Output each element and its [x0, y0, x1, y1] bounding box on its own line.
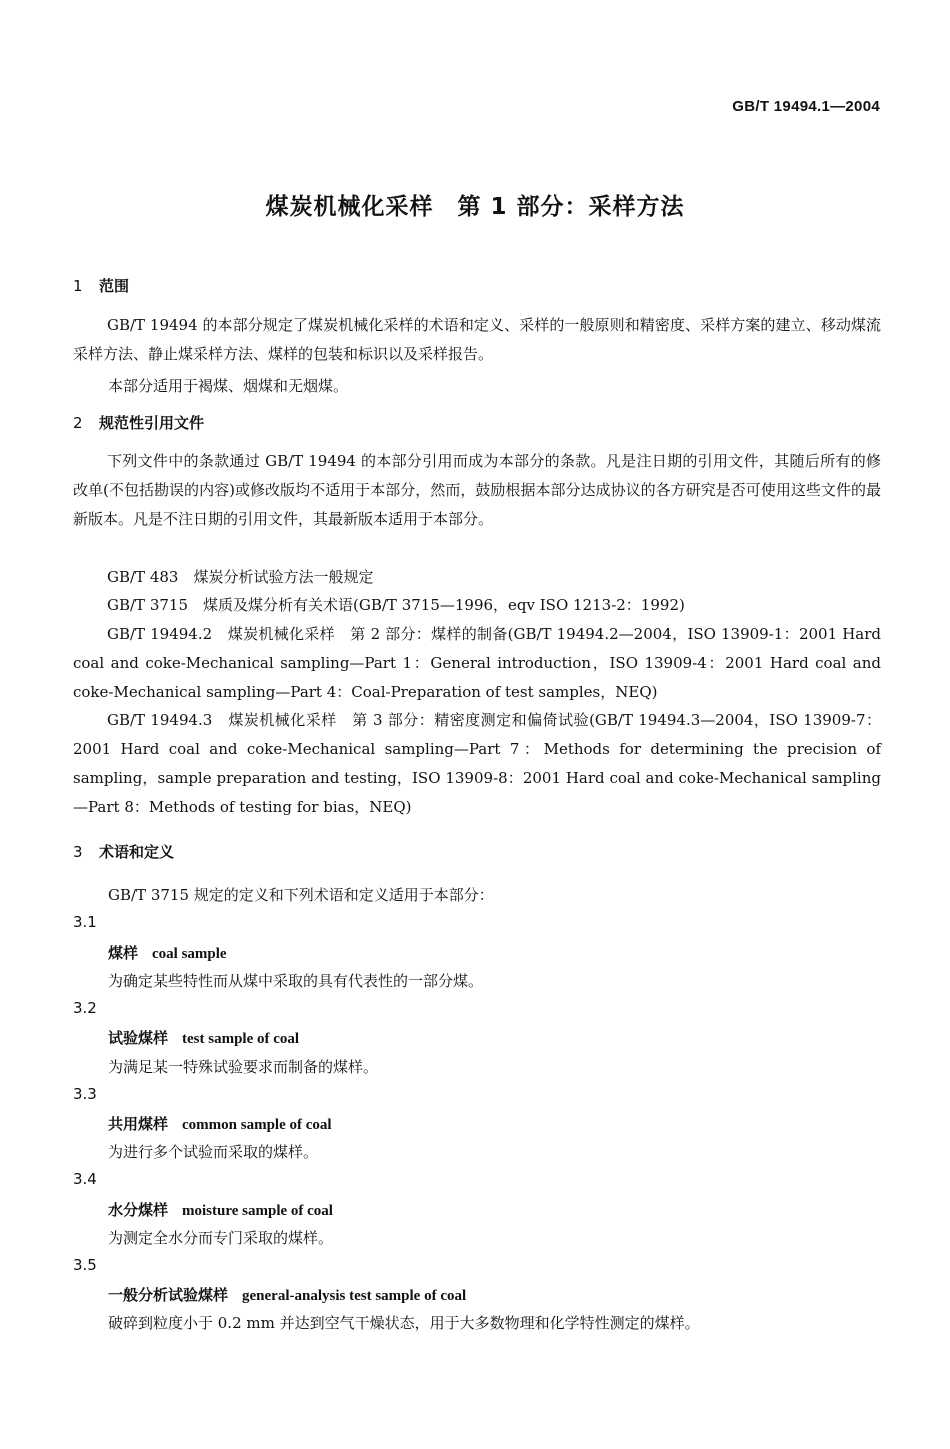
term-chinese: 水分煤样 [108, 1201, 169, 1219]
term-definition: 为确定某些特性而从煤中采取的具有代表性的一部分煤。 [108, 972, 484, 990]
section-heading-terms [73, 841, 174, 862]
term-definition: 为满足某一特殊试验要求而制备的煤样。 [108, 1058, 379, 1076]
term-english: test sample of coal [182, 1031, 300, 1047]
term-heading [108, 1113, 332, 1134]
reference-item: GB/T 483 煤炭分析试验方法一般规定 [107, 568, 374, 586]
term-heading [108, 942, 227, 963]
scope-applicability: 本部分适用于褐煤、烟煤和无烟煤。 [108, 377, 349, 395]
reference-item: GB/T 19494.2 煤炭机械化采样 第 2 部分：煤样的制备(GB/T 19494.2—2004，ISO 13909-1：2001 Hard coal and coke-Mechanical sampling—Part 1：General introduction，ISO 13909-4：2001 Hard coal and coke-Mechanical sampling—Part 4：Coal-Preparation of test samples，NEQ) [73, 625, 881, 701]
term-definition: 为进行多个试验而采取的煤样。 [108, 1143, 319, 1161]
section-title: 术语和定义 [99, 843, 175, 861]
references-intro: 下列文件中的条款通过 GB/T 19494 的本部分引用而成为本部分的条款。凡是注日期的引用文件，其随后所有的修改单(不包括勘误的内容)或修改版均不适用于本部分，然而，鼓励根据本部分达成协议的各方研究是否可使用这些文件的最新版本。凡是不注日期的引用文件，其最新版本适用于本部分。 [73, 452, 881, 528]
term-heading [108, 1027, 299, 1048]
document-title: 煤炭机械化采样 第 1 部分：采样方法 [265, 194, 685, 220]
section-heading-scope [73, 275, 129, 296]
section-heading-references [73, 412, 204, 433]
section-number: 3 [73, 843, 83, 861]
section-title: 范围 [99, 277, 130, 295]
term-chinese: 试验煤样 [108, 1029, 169, 1047]
term-number: 3.2 [73, 999, 97, 1017]
term-heading [108, 1284, 466, 1305]
term-english: moisture sample of coal [182, 1203, 333, 1219]
term-number: 3.3 [73, 1085, 97, 1103]
reference-item: GB/T 19494.3 煤炭机械化采样 第 3 部分：精密度测定和偏倚试验(GB/T 19494.3—2004，ISO 13909-7：2001 Hard coal and coke-Mechanical sampling—Part 7：Methods for determining the precision of sampling，sample preparation and testing，ISO 13909-8：2001 Hard coal and coke-Mechanical sampling—Part 8：Methods of testing for bias，NEQ) [73, 711, 881, 816]
standard-code: GB/T 19494.1—2004 [732, 98, 880, 115]
term-english: common sample of coal [182, 1117, 332, 1133]
term-chinese: 共用煤样 [108, 1115, 169, 1133]
term-number: 3.5 [73, 1256, 97, 1274]
term-number: 3.1 [73, 913, 97, 931]
term-heading [108, 1199, 333, 1220]
term-chinese: 一般分析试验煤样 [108, 1286, 229, 1304]
terms-intro: GB/T 3715 规定的定义和下列术语和定义适用于本部分： [108, 886, 494, 904]
section-title: 规范性引用文件 [99, 414, 205, 432]
term-definition: 为测定全水分而专门采取的煤样。 [108, 1229, 334, 1247]
reference-item: GB/T 3715 煤质及煤分析有关术语(GB/T 3715—1996，eqv ISO 1213-2：1992) [107, 596, 685, 614]
scope-paragraph: GB/T 19494 的本部分规定了煤炭机械化采样的术语和定义、采样的一般原则和精密度、采样方案的建立、移动煤流采样方法、静止煤采样方法、煤样的包装和标识以及采样报告。 [73, 316, 881, 363]
section-number: 1 [73, 277, 83, 295]
term-number: 3.4 [73, 1170, 97, 1188]
term-english: coal sample [152, 946, 227, 962]
term-english: general-analysis test sample of coal [242, 1288, 467, 1304]
term-chinese: 煤样 [108, 944, 139, 962]
section-number: 2 [73, 414, 83, 432]
term-definition: 破碎到粒度小于 0.2 mm 并达到空气干燥状态，用于大多数物理和化学特性测定的煤样。 [108, 1314, 700, 1332]
